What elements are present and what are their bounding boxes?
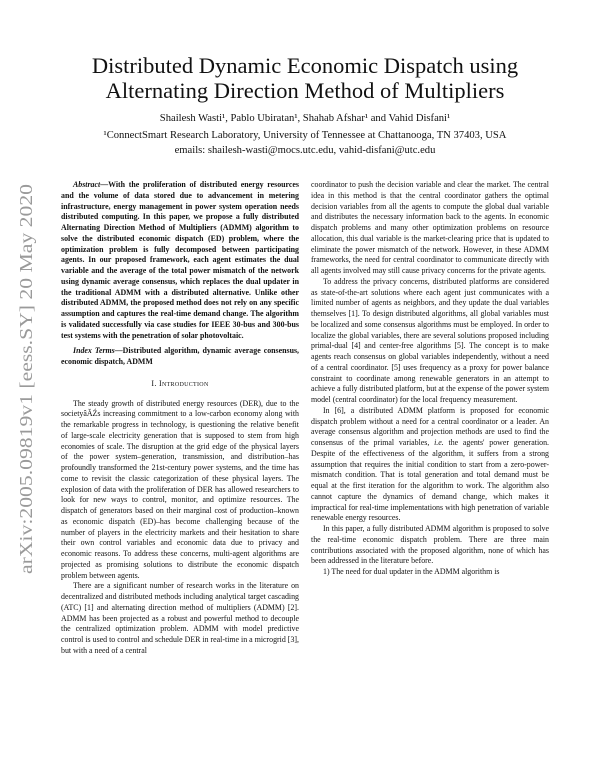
intro-paragraph-2: There are a significant number of research works in the literature on decentralized and distributed methods including analytical target cascading (ATC) [1] and alternating direction method of multipliers (ADMM) [2]. ADMM has been projected as a robust and powerful method to decouple the centralized optimization problem. ADMM with model predictive control is used to control and schedule DER in real-time in a microgrid [3], but with a need of a central (61, 581, 299, 655)
index-terms (61, 346, 299, 368)
intro-paragraph-1: The steady growth of distributed energy resources (DER), due to the societyâĂŹs increasing commitment to a low-carbon economy along with the remarkable progress in technology, is questioning the relative benefit of large-scale electricity generation that is supposed to stem from high economies of scale. The disruption at the grid edge of the physical layers of the power system–generation, transmission, and distribution–has profoundly transformed the 21st-century power systems, and the time has come to revisit the classic categorization of these physical layers. The explosion of data with the proliferation of DER has allowed researchers to look for new ways to control, monitor, and optimize resources. The dispatch of generators based on their marginal cost of production–known as economic dispatch (ED)–has become challenging because of the number of players in the electricity markets and their hesitation to share their own control variables and economic data due to privacy and economic reasons. To address these concerns, multi-agent algorithms are projected as promising solutions to distribute the economic dispatch problem between agents. (61, 398, 299, 580)
index-terms-label: Index Terms (73, 346, 115, 356)
emails: emails: shailesh-wasti@mocs.utc.edu, vahid-disfani@utc.edu (174, 145, 436, 156)
abstract-text: —With the proliferation of distributed energy resources and the volume of data stored due to advancement in metering infrastructure, energy management in power system operation needs distributed computing. In this paper, we propose a fully distributed Alternating Direction Method of Multipliers (ADMM) algorithm to solve the distributed economic dispatch (ED) problem, where the optimization problem is fully decomposed between participating agents. In our proposed framework, each agent estimates the dual variable and the average of the total power mismatch of the network using dynamic average consensus, which replaces the dual updater in the traditional ADMM with a distributed alternative. Unlike other distributed ADMM, the proposed method does not rely on any specific assumption and captures the real-time demand change. The algorithm is validated successfully via case studies for IEEE 30-bus and 300-bus test systems with the penetration of solar photovoltaic. (61, 180, 299, 340)
right-paragraph-3-a: In [6], a distributed ADMM platform is proposed for economic dispatch problem without a need for a central coordinator or a leader. An average consensus algorithm and projection methods are used to find the consensus of the primal variables, (311, 405, 549, 447)
section-title: Introduction (158, 378, 209, 388)
left-column (61, 180, 299, 657)
right-paragraph-1: coordinator to push the decision variable and clear the market. The central idea in this method is that the central coordinator gathers the optimal decision variables from all the agents to compute the global dual variable and distributes the necessary information back to the agents. In economic dispatch problems and many other optimization problems on resource allocation, this dual variable is the market-clearing price that is updated to eliminate the power mismatch of the network. However, in these ADMM frameworks, the need for central coordinator to communicate directly with all agents involved may still cause privacy concerns for the private agents. (311, 180, 549, 275)
abstract (61, 180, 299, 341)
arxiv-watermark-text: arXiv:2005.09819v1 [eess.SY] 20 May 2020 (16, 259, 36, 574)
paper-title (60, 53, 550, 103)
right-paragraph-3 (311, 406, 549, 524)
section-heading (61, 379, 299, 390)
right-paragraph-4: In this paper, a fully distributed ADMM algorithm is proposed to solve the real-time economic dispatch problem. There are three main contributions associated with the proposed algorithm, none of which has been addressed in the literature before. (311, 524, 549, 566)
index-terms-text: —Distributed algorithm, dynamic average consensus, economic dispatch, ADMM (61, 346, 300, 366)
right-column (311, 180, 549, 578)
authors: Shailesh Wasti¹, Pablo Ubiratan¹, Shahab Afshar¹ and Vahid Disfani¹ (159, 113, 451, 124)
title-line-1: Distributed Dynamic Economic Dispatch using (91, 53, 519, 78)
ie-italic: i.e. (434, 438, 444, 447)
arxiv-watermark (6, 180, 42, 580)
abstract-label: Abstract (73, 180, 101, 189)
arxiv-watermark-svg (6, 180, 42, 580)
right-paragraph-3-b: the agents' power generation. Despite of the effectiveness of the algorithm, it suffers from a strong assumption that requires the initial condition to start from a zero-power-mismatch condition. That is total generation and total demand must be equal at the first iteration for the algorithm to work. The algorithm also cannot capture the dynamics of demand change, which makes it impractical for real-time implementations with high penetration of variable renewable energy resources. (311, 438, 550, 523)
right-paragraph-5: 1) The need for dual updater in the ADMM algorithm is (323, 567, 500, 576)
section-number: I. (151, 378, 159, 388)
affiliation: ¹ConnectSmart Research Laboratory, University of Tennessee at Chattanooga, TN 37403, USA (103, 130, 507, 141)
title-line-2: Alternating Direction Method of Multipliers (105, 78, 505, 103)
right-paragraph-2: To address the privacy concerns, distributed platforms are considered as state-of-the-art solutions where each agent just communicates with a limited number of agents as neighbors, and they update the dual variables themselves [1]. To design distributed algorithms, all global variables must be localized and some consensus algorithms must be employed. In order to localize the global variables, there are several solutions proposed including primal-dual [4] and center-free algorithms [5]. The concept is to make agents reach consensus on global variables independently, without a need of a central coordinator. [5] uses frequency as a proxy for power balance constraint to coordinate among renewable generators in an attempt to achieve a fully distributed platform, but at the expense of the power system model (central coordinator) for the local frequency measurement. (311, 276, 549, 404)
